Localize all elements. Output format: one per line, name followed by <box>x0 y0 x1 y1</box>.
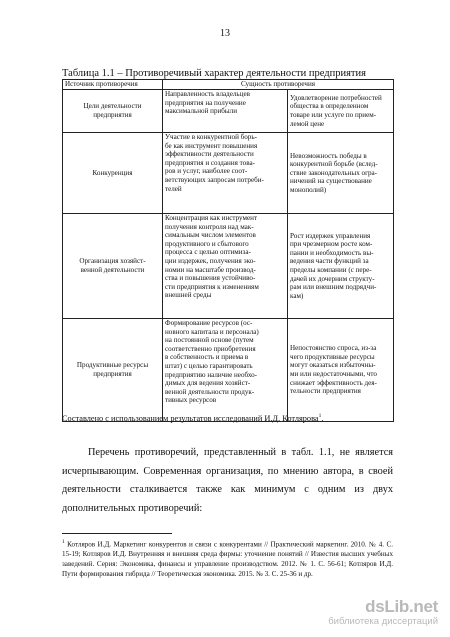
footnote <box>62 538 393 580</box>
cell-line: Концентрация как инструмент <box>165 214 258 222</box>
header-essence: Сущность противоречия <box>163 80 394 90</box>
cell-source <box>63 319 163 422</box>
cell-line: новного капитала и персонала) <box>165 327 259 336</box>
body-text <box>62 444 393 518</box>
cell-line: внешней среды <box>165 291 212 300</box>
cell-line: Организация хозяйст- <box>79 257 146 266</box>
cell-line: ведения части функций за <box>290 257 369 266</box>
source-note-mark: 1 <box>318 413 322 419</box>
footnote-text: Котляров И.Д. Маркетинг конкурентов и связи с конкурентами // Практический маркетинг. 2010. № 4. С. 15-19; Котляров И.Д. Внутренняя и внешняя среда фирмы: уточнение понятий // Известия высших учебных заведений. Серия: Экономика, финансы и управление производством. 2012. № 1. С. 56-61; Котляров И.Д. Пути формирования гибрида // Теоретическая экономика. 2015. № 3. С. 25-36 и др. <box>62 540 393 578</box>
footnote-mark: 1 <box>62 539 65 545</box>
watermark <box>328 598 438 627</box>
page-number: 13 <box>220 28 230 39</box>
contradictions-table <box>62 79 394 422</box>
cell-line: сти предприятия к изменениям <box>165 282 259 291</box>
cell-line: Рост издержек управления <box>290 231 371 240</box>
table-source-note: Составлено с использованием результатов исследований И.Д. Котлярова$^1$. <box>62 413 324 423</box>
cell-line: при чрезмерном росте ком- <box>290 240 373 249</box>
cell-line: максимальной прибыли <box>165 107 237 116</box>
cell-line: штат) с целью гарантировать <box>165 361 253 370</box>
cell-line: Направленность владельцев <box>165 90 250 98</box>
header-source: Источник противоречия <box>63 80 163 90</box>
cell-line: общества в определенном <box>290 102 369 111</box>
cell-line: на постоянной основе (путем <box>165 336 254 345</box>
cell-line: ров и услуг, наиболее соот- <box>165 167 248 176</box>
cell-line: Формирование ресурсов (ос- <box>165 319 253 327</box>
table-caption: Таблица 1.1 – Противоречивый характер деятельности предприятия <box>62 68 366 79</box>
cell-line: предприятию наличие необхо- <box>165 370 258 379</box>
watermark-logo: dsLib.net <box>365 597 438 616</box>
cell-line: товаре или услуге по прием- <box>290 111 377 119</box>
body-paragraph: Перечень противоречий, представленный в табл. 1.1, не является исчерпывающим. Современная организация, по мнению автора, в своей деятельности сталкивается также как минимум с одним из двух дополнительных противоречий: <box>62 447 393 514</box>
cell-line: ствие законодательных огра- <box>290 168 378 177</box>
watermark-tagline: библиотека диссертаций <box>328 616 438 627</box>
cell-line: предприятия <box>93 370 132 378</box>
source-note-text: Составлено с использованием результатов исследований И.Д. Котлярова <box>62 413 319 423</box>
cell-line: предприятия на получение <box>165 98 246 107</box>
table-row <box>63 90 394 133</box>
cell-source <box>63 90 163 133</box>
cell-line: Продуктивные ресурсы <box>76 361 149 370</box>
cell-line: монополий) <box>290 185 327 194</box>
cell-line: ничений на существование <box>290 177 372 186</box>
cell-right <box>288 319 394 422</box>
cell-line: телей <box>165 184 182 193</box>
cell-line: Конкуренция <box>92 168 133 177</box>
cell-line: эффективности деятельности <box>165 150 254 159</box>
cell-line: предприятия и создания това- <box>165 158 255 167</box>
footnote-rule <box>62 533 172 534</box>
cell-line: димых для ведения хозяйст- <box>165 379 251 388</box>
cell-right <box>288 90 394 133</box>
cell-line: лемой цене <box>290 119 325 128</box>
table-row <box>63 133 394 214</box>
cell-right <box>288 133 394 214</box>
cell-line: соответственно приобретения <box>165 344 256 353</box>
cell-line: кам) <box>290 291 304 300</box>
cell-line: могут оказаться избыточны- <box>290 361 376 370</box>
cell-line: ции издержек, получения эко- <box>165 256 256 265</box>
table-row <box>63 214 394 319</box>
cell-right <box>288 214 394 319</box>
cell-line: пределы компании (с пере- <box>290 266 372 274</box>
cell-line: продуктивного и сбытового <box>165 239 249 248</box>
cell-line: тельности предприятия <box>290 387 361 396</box>
cell-line: номии на масштабе производ- <box>165 265 256 274</box>
cell-line: в собственность и приема в <box>165 353 249 362</box>
cell-line: ми или недостаточными, что <box>290 370 377 378</box>
cell-line: снижает эффективность дея- <box>290 378 377 387</box>
cell-line: Удовлетворение потребностей <box>290 93 382 102</box>
cell-line: получения контроля над мак- <box>165 222 254 231</box>
cell-line: венной деятельности продук- <box>165 387 255 396</box>
cell-line: симальным числом элементов <box>165 231 256 240</box>
cell-line: Участие в конкурентной борь- <box>165 133 257 141</box>
cell-left <box>163 90 288 133</box>
cell-line: Невозможность победы в <box>290 151 367 160</box>
cell-line: бе как инструмент повышения <box>165 141 258 150</box>
cell-left <box>163 319 288 422</box>
cell-left <box>163 133 288 214</box>
cell-line: процесса с целью оптимиза- <box>165 248 251 257</box>
cell-line: предприятия <box>93 111 132 119</box>
table-header-row <box>63 80 394 90</box>
cell-line: ства и повышения устойчиво- <box>165 274 256 283</box>
cell-left <box>163 214 288 319</box>
cell-line: чего продуктивные ресурсы <box>290 352 375 361</box>
cell-line: тивных ресурсов <box>165 396 217 405</box>
cell-line: пании и необходимость вы- <box>290 248 374 257</box>
cell-source <box>63 133 163 214</box>
cell-line: ветствующих запросам потреби- <box>165 175 264 184</box>
cell-line: конкурентной борьбе (вслед- <box>290 160 378 169</box>
cell-line: дачей их дочерним структу- <box>290 274 375 283</box>
cell-source <box>63 214 163 319</box>
cell-line: Непостоянство спроса, из-за <box>290 344 377 353</box>
cell-line: Цели деятельности <box>83 102 142 111</box>
cell-line: венной деятельности <box>80 266 145 274</box>
table-row <box>63 319 394 422</box>
cell-line: рам или внешним подрядчи- <box>290 283 377 292</box>
